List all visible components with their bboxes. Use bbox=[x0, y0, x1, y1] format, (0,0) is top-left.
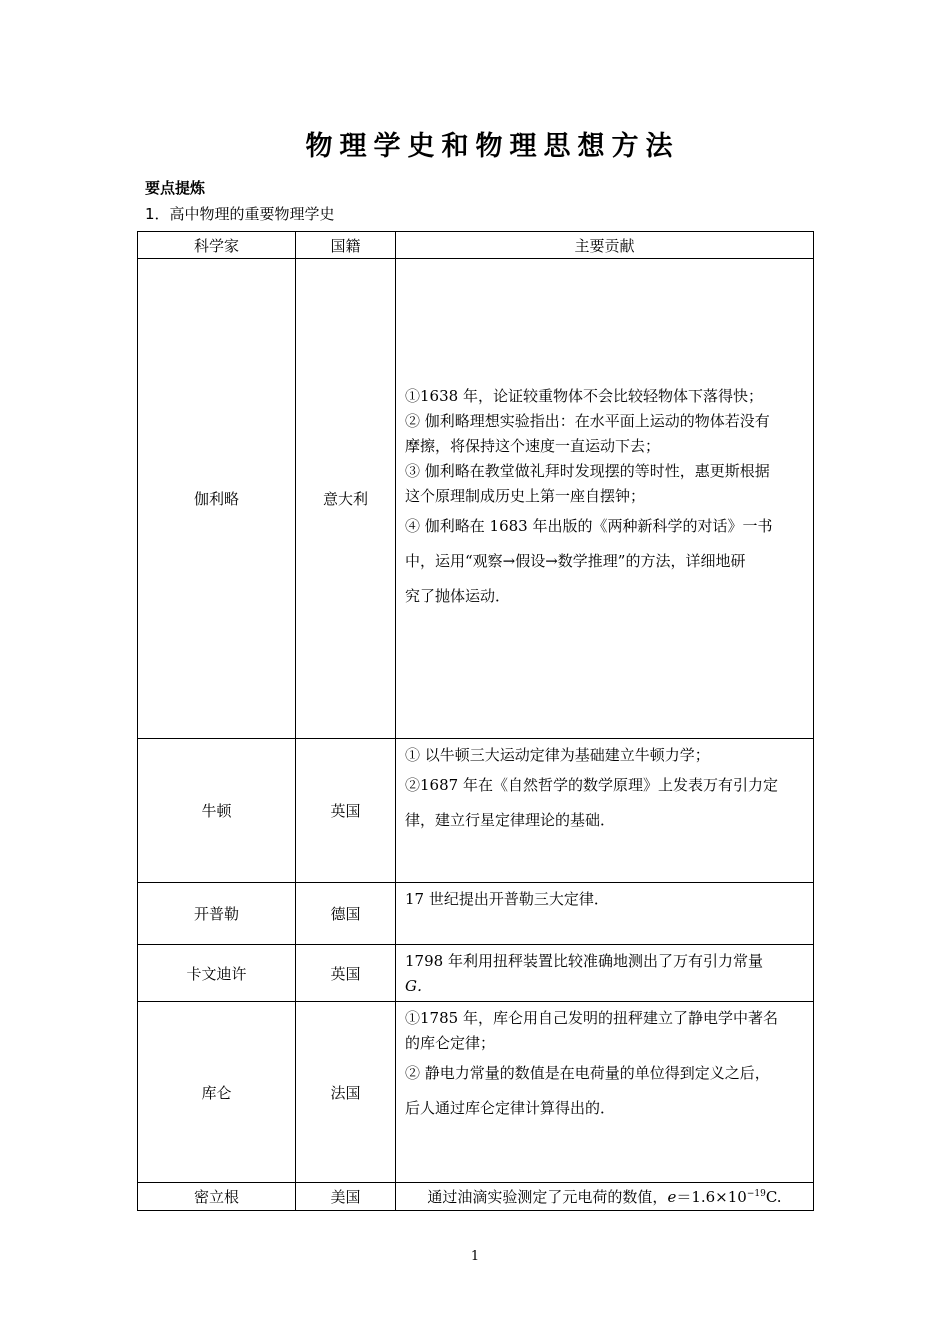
nationality-cell: 法国 bbox=[296, 1002, 396, 1183]
contribution-line: ② 伽利略理想实验指出：在水平面上运动的物体若没有 bbox=[405, 411, 770, 430]
table-row bbox=[138, 259, 814, 739]
table-row bbox=[138, 739, 814, 883]
elementary-charge-exponent: −19 bbox=[746, 1189, 766, 1199]
contribution-line: 这个原理制成历史上第一座自摆钟； bbox=[405, 486, 646, 505]
contribution-text: 通过油滴实验测定了元电荷的数值， bbox=[427, 1188, 668, 1206]
scientist-cell: 伽利略 bbox=[138, 259, 296, 739]
table-row bbox=[138, 945, 814, 1002]
contribution-line: ①1785 年，库仑用自己发明的扭秤建立了静电学中著名 bbox=[405, 1009, 778, 1027]
elementary-charge-symbol: e bbox=[667, 1188, 677, 1206]
contribution-line: 中，运用“观察→假设→数学推理”的方法，详细地研 bbox=[405, 551, 746, 570]
nationality-cell: 德国 bbox=[296, 883, 396, 945]
scientist-cell: 库仑 bbox=[138, 1002, 296, 1183]
contribution-line: 律，建立行星定律理论的基础． bbox=[405, 811, 616, 829]
contribution-line: ② 静电力常量的数值是在电荷量的单位得到定义之后， bbox=[405, 1064, 770, 1082]
contribution-line: 1798 年利用扭秤装置比较准确地测出了万有引力常量 bbox=[405, 952, 763, 970]
gravitational-constant-symbol: G． bbox=[405, 977, 432, 995]
contribution-cell bbox=[396, 883, 814, 945]
scientist-cell: 密立根 bbox=[138, 1183, 296, 1211]
page-title: 物理学史和物理思想方法 bbox=[305, 131, 680, 162]
table-row bbox=[138, 1183, 814, 1211]
nationality-cell: 意大利 bbox=[296, 259, 396, 739]
contribution-line: ① 以牛顿三大运动定律为基础建立牛顿力学； bbox=[405, 746, 710, 764]
contribution-line: 17 世纪提出开普勒三大定律． bbox=[405, 890, 609, 908]
table-row bbox=[138, 883, 814, 945]
subsection-heading: 1．高中物理的重要物理学史 bbox=[145, 205, 335, 223]
contribution-line: 摩擦，将保持这个速度一直运动下去； bbox=[405, 436, 661, 455]
contribution-cell bbox=[396, 945, 814, 1002]
elementary-charge-value: ＝1.6×10 bbox=[676, 1188, 747, 1206]
section-heading: 要点提炼 bbox=[145, 179, 206, 197]
elementary-charge-unit: C. bbox=[765, 1188, 782, 1206]
contribution-cell bbox=[396, 1002, 814, 1183]
contribution-line: ③ 伽利略在教堂做礼拜时发现摆的等时性，惠更斯根据 bbox=[405, 461, 770, 480]
header-contribution: 主要贡献 bbox=[396, 232, 814, 259]
nationality-cell: 美国 bbox=[296, 1183, 396, 1211]
contribution-line: 的库仑定律； bbox=[405, 1034, 496, 1052]
physics-history-table bbox=[137, 231, 814, 1211]
header-nationality: 国籍 bbox=[296, 232, 396, 259]
contribution-cell bbox=[396, 739, 814, 883]
table-row bbox=[138, 1002, 814, 1183]
contribution-line: ④ 伽利略在 1683 年出版的《两种新科学的对话》一书 bbox=[405, 516, 773, 535]
contribution-line: ②1687 年在《自然哲学的数学原理》上发表万有引力定 bbox=[405, 776, 778, 794]
nationality-cell: 英国 bbox=[296, 945, 396, 1002]
scientist-cell: 卡文迪许 bbox=[138, 945, 296, 1002]
scientist-cell: 开普勒 bbox=[138, 883, 296, 945]
contribution-line bbox=[405, 974, 806, 999]
page-number: 1 bbox=[470, 1249, 480, 1264]
header-scientist: 科学家 bbox=[138, 232, 296, 259]
contribution-line: ①1638 年，论证较重物体不会比较轻物体下落得快； bbox=[405, 386, 763, 405]
contribution-cell bbox=[396, 259, 814, 739]
scientist-cell: 牛顿 bbox=[138, 739, 296, 883]
contribution-line: 后人通过库仑定律计算得出的． bbox=[405, 1099, 616, 1117]
contribution-line: 究了抛体运动． bbox=[405, 586, 511, 605]
nationality-cell: 英国 bbox=[296, 739, 396, 883]
table-header-row bbox=[138, 232, 814, 259]
contribution-cell bbox=[396, 1183, 814, 1211]
